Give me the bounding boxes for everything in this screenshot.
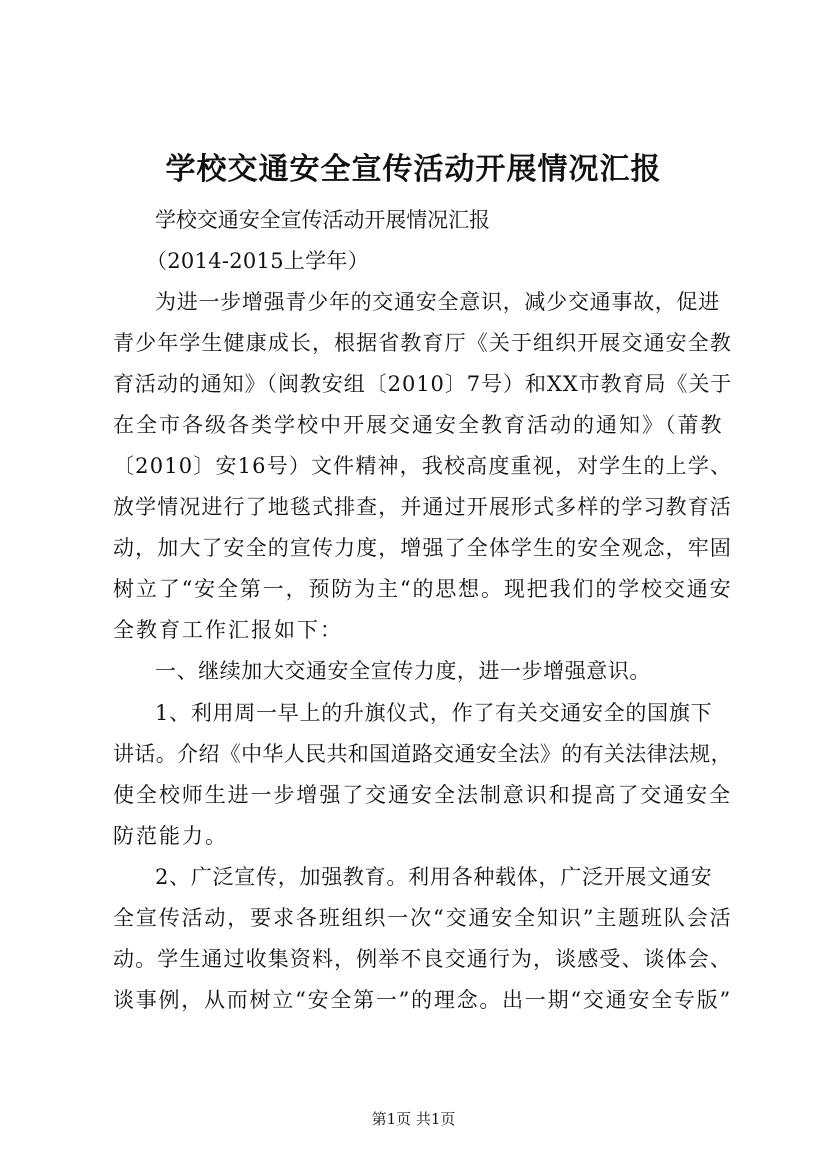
body-line: 全宣传活动，要求各班组织一次“交通安全知识”主题班队会活 bbox=[113, 906, 733, 930]
body-line: 动。学生通过收集资料，例举不良交通行为，谈感受、谈体会、 bbox=[113, 947, 732, 971]
body-line: 1、利用周一早上的升旗仪式，作了有关交通安全的国旗下 bbox=[155, 701, 713, 725]
body-line: 动，加大了安全的宣传力度，增强了全体学生的安全观念，牢固 bbox=[113, 536, 732, 560]
body-line: 青少年学生健康成长，根据省教育厅《关于组织开展交通安全教 bbox=[113, 331, 732, 355]
body-line: 〔2010〕安16号）文件精神，我校高度重视，对学生的上学、 bbox=[113, 454, 733, 478]
body-line: 讲话。介绍《中华人民共和国道路交通安全法》的有关法律法规， bbox=[113, 742, 732, 766]
body-line: 育活动的通知》（闽教安组〔2010〕7号）和XX市教育局《关于 bbox=[113, 372, 733, 396]
subtitle-line: 学校交通安全宣传活动开展情况汇报 bbox=[155, 208, 490, 232]
body-line: 2、广泛宣传，加强教育。利用各种载体，广泛开展文通安 bbox=[155, 865, 713, 889]
body-line: 树立了“安全第一，预防为主“的思想。现把我们的学校交通安 bbox=[113, 577, 733, 601]
body-line: 谈事例，从而树立“安全第一”的理念。出一期“交通安全专版” bbox=[113, 988, 732, 1012]
section-heading: 一、继续加大交通安全宣传力度，进一步增强意识。 bbox=[155, 659, 651, 683]
school-year-line: （2014-2015上学年） bbox=[146, 249, 369, 273]
body-line: 放学情况进行了地毯式排查，并通过开展形式多样的学习教育活 bbox=[113, 495, 732, 519]
body-line: 防范能力。 bbox=[113, 824, 228, 848]
body-line: 使全校师生进一步增强了交通安全法制意识和提高了交通安全 bbox=[113, 783, 732, 807]
body-line: 全教育工作汇报如下： bbox=[113, 618, 343, 642]
body-line: 为进一步增强青少年的交通安全意识，减少交通事故，促进 bbox=[155, 290, 720, 314]
page-footer: 第1页 共1页 bbox=[371, 1110, 456, 1128]
document-title: 学校交通安全宣传活动开展情况汇报 bbox=[165, 152, 662, 187]
body-line: 在全市各级各类学校中开展交通安全教育活动的通知》（莆教 bbox=[113, 413, 724, 437]
